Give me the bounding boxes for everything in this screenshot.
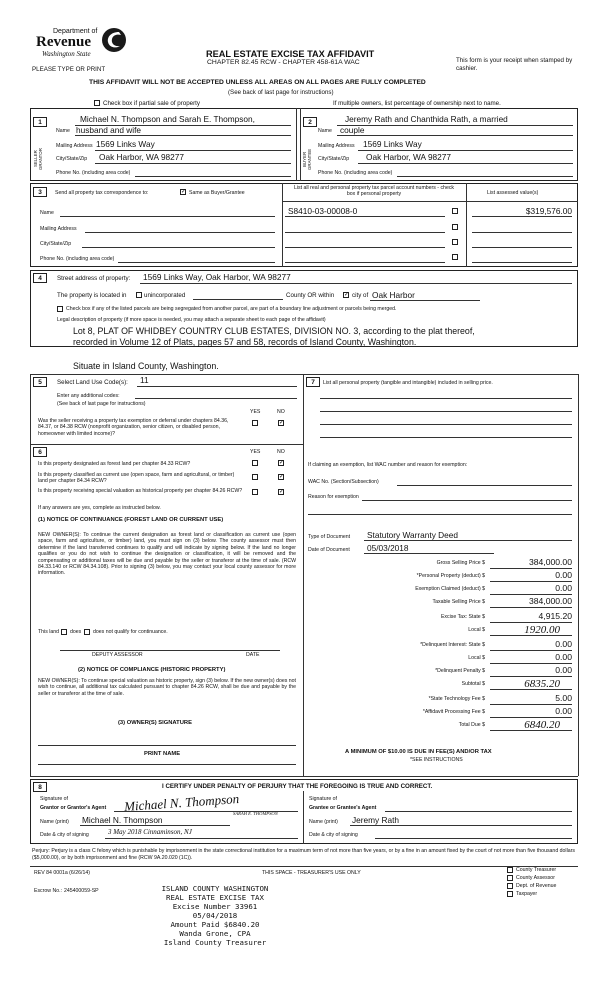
tax-row-value[interactable]: 6840.20 <box>524 719 560 731</box>
copy-label: County Treasurer <box>516 867 557 873</box>
section-3-number: 3 <box>33 187 47 197</box>
buyer-name-label: Name <box>318 128 332 134</box>
copy-label: Dept. of Revenue <box>516 883 557 889</box>
grantor-sig-of: Signature of <box>40 796 68 802</box>
section-7-number: 7 <box>306 377 320 387</box>
additional-codes-label: Enter any additional codes: <box>57 393 120 399</box>
notice-2-body: NEW OWNER(S): To continue special valuation as historic property, sign (3) below. If the new owner(s) does not wish to continue, all additional tax calculated pursuant to chapter 84.26 RCW, shall be due and payable by the seller or transferor at the time of sale. <box>38 678 296 697</box>
parcel-personal-checkbox-2[interactable] <box>452 224 458 230</box>
parcel-header: List all real and personal property tax parcel account numbers - check box if personal property <box>293 185 455 198</box>
parcel-personal-checkbox-3[interactable] <box>452 239 458 245</box>
grantee-agent-label: Grantee or Grantee's Agent <box>309 805 377 811</box>
forest-yes-checkbox[interactable] <box>252 460 258 466</box>
tax-row-label: Local $ <box>468 655 485 661</box>
seller-name-line1: Michael N. Thompson and Sarah E. Thompson, <box>80 114 255 124</box>
section-6-number: 6 <box>33 447 47 457</box>
unincorporated-checkbox[interactable] <box>136 292 142 298</box>
notice-1-body: NEW OWNER(S): To continue the current designation as forest land or classification as current use (open space, farm and agriculture, or timber) land, you must sign on (3) below. The county assessor must then determine if the land transferred continues to qualify and will indicate by signing below. If the land no longer qualifies or you do not wish to continue the designation or classification, it will be removed and the compensating or additional taxes will be due and payable by the seller or transferor at the time of sale. (RCW 84.33.140 or RCW 84.34.108). Prior to signing (3) below, you may contact your local county assessor for more information. <box>38 532 296 577</box>
legal-description-line1: Lot 8, PLAT OF WHIDBEY COUNTRY CLUB ESTATES, DIVISION NO. 3, according to the plat thereof, <box>73 326 475 336</box>
tax-row-underline <box>490 730 572 731</box>
property-city[interactable]: Oak Harbor <box>372 290 415 300</box>
tax-row-label: Local $ <box>468 627 485 633</box>
tax-row-underline <box>490 717 572 718</box>
street-address-label: Street address of property: <box>57 275 131 282</box>
tax-row-underline <box>490 594 572 595</box>
segregated-checkbox[interactable] <box>57 306 63 312</box>
section-5-number: 5 <box>33 377 47 387</box>
sec6-yes-header: YES <box>250 449 261 455</box>
tax-row-value[interactable]: 0.00 <box>555 665 572 675</box>
grantee-name[interactable]: Jeremy Rath <box>352 815 400 825</box>
sec3-mailing-label: Mailing Address <box>40 226 77 232</box>
grantor-date-city-label: Date & city of signing <box>40 832 89 838</box>
grantor-name[interactable]: Michael N. Thompson <box>82 815 163 825</box>
located-in-label: The property is located in <box>57 292 127 299</box>
sec3-city-label: City/State/Zip <box>40 241 72 247</box>
buyer-mailing-label: Mailing Address <box>318 143 355 149</box>
buyer-mailing[interactable]: 1569 Links Way <box>363 139 422 149</box>
buyer-city-label: City/State/Zip <box>318 156 350 162</box>
grantee-sig-of: Signature of <box>309 796 337 802</box>
tax-row-label: *Delinquent Interest: State $ <box>420 642 485 648</box>
parcel-personal-checkbox-1[interactable] <box>452 208 458 214</box>
forest-land-question: Is this property designated as forest land per chapter 84.33 RCW? <box>38 461 191 467</box>
tax-row-label: *Personal Property (deduct) $ <box>416 573 485 579</box>
stamp-line: Island County Treasurer <box>163 938 267 947</box>
tax-row-value[interactable]: 0.00 <box>555 639 572 649</box>
seller-city-label: City/State/Zip <box>56 156 88 162</box>
land-does-checkbox[interactable] <box>61 629 67 635</box>
tax-row-label: Total Due $ <box>458 722 485 728</box>
send-correspondence-label: Send all property tax correspondence to: <box>55 190 149 196</box>
tax-row-value[interactable]: 6835.20 <box>524 678 560 690</box>
seller-name-line2: husband and wife <box>76 125 142 135</box>
partial-sale-checkbox[interactable] <box>94 100 100 106</box>
wac-label: WAC No. (Section/Subsection) <box>308 479 379 485</box>
doc-date-label: Date of Document <box>308 547 350 553</box>
exemption-yes-checkbox[interactable] <box>252 420 258 426</box>
seller-name-label: Name <box>56 128 70 134</box>
section-1-number: 1 <box>33 117 47 127</box>
treasurer-use-label: THIS SPACE - TREASURER'S USE ONLY <box>262 870 361 876</box>
personal-property-label: List all personal property (tangible and intangible) included in selling price. <box>323 380 493 386</box>
doc-type-label: Type of Document <box>308 534 351 540</box>
seller-mailing-label: Mailing Address <box>56 143 93 149</box>
land-does-label: does <box>70 629 82 635</box>
same-as-buyer-checkbox[interactable]: ✓ <box>181 189 187 195</box>
deputy-date-label: DATE <box>246 652 260 658</box>
tax-row-value[interactable]: 384,000.00 <box>528 596 572 606</box>
legal-description-label: Legal description of property (if more space is needed, you may attach a separate sheet to each page of the affidavit) <box>57 317 326 323</box>
tax-row-value[interactable]: 5.00 <box>555 693 572 703</box>
tax-row-label: Exemption Claimed (deduct) $ <box>415 586 485 592</box>
legal-description-line3: Situate in Island County, Washington. <box>73 361 219 371</box>
tax-row-label: Subtotal $ <box>461 681 485 687</box>
grantor-signature-note: SARAH E. THOMPSON <box>233 811 278 816</box>
multiple-owners-note: If multiple owners, list percentage of ownership next to name. <box>333 100 501 107</box>
land-does-not-label: does not qualify for continuance. <box>93 629 168 635</box>
property-street-address[interactable]: 1569 Links Way, Oak Harbor, WA 98277 <box>143 272 291 282</box>
tax-row-label: Taxable Selling Price $ <box>432 599 485 605</box>
copy-checkbox[interactable] <box>507 883 513 889</box>
deputy-assessor-label: DEPUTY ASSESSOR <box>92 652 143 658</box>
tax-row-underline <box>490 689 572 690</box>
tax-row-label: *Affidavit Processing Fee $ <box>422 709 485 715</box>
exemption-claim-label: If claiming an exemption, list WAC number and reason for exemption: <box>308 462 468 468</box>
perjury-note: Perjury: Perjury is a class C felony which is punishable by imprisonment in the state correctional institution for a maximum term of not more than five years, or by a fine in an amount fixed by the court of not more than five thousand dollars ($5,000.00), or by both imprisonment and fine (RCW 9A.20.020 (1C)). <box>32 848 575 861</box>
tax-row-label: *State Technology Fee $ <box>428 696 485 702</box>
tax-row-underline <box>490 581 572 582</box>
historic-no-checkbox[interactable]: ✓ <box>279 489 285 495</box>
grantor-agent-label: Grantor or Grantor's Agent <box>40 805 107 811</box>
buyer-side-label: BUYER GRANTEE <box>302 148 312 170</box>
form-title: REAL ESTATE EXCISE TAX AFFIDAVIT <box>206 49 375 59</box>
notice-2-title: (2) NOTICE OF COMPLIANCE (HISTORIC PROPERTY) <box>78 667 226 673</box>
section-8-number: 8 <box>33 782 47 792</box>
forest-no-checkbox[interactable]: ✓ <box>279 460 285 466</box>
escrow-number: 245400059-SP <box>64 888 99 894</box>
tax-row-value[interactable]: 4,915.20 <box>538 611 572 621</box>
if-yes-note: If any answers are yes, complete as instructed below. <box>38 505 161 511</box>
certify-statement: I CERTIFY UNDER PENALTY OF PERJURY THAT THE FOREGOING IS TRUE AND CORRECT. <box>162 783 433 790</box>
doc-type[interactable]: Statutory Warranty Deed <box>367 530 458 540</box>
grantee-date-city-label: Date & city of signing <box>309 832 358 838</box>
sec5-see-back: (See back of last page for instructions) <box>57 401 146 407</box>
assessed-value[interactable]: $319,576.00 <box>525 206 572 216</box>
doc-date[interactable]: 05/03/2018 <box>367 543 409 553</box>
exemption-no-checkbox[interactable]: ✓ <box>279 420 285 426</box>
copy-checkbox[interactable] <box>507 867 513 873</box>
stamp-line: ISLAND COUNTY WASHINGTON <box>161 884 269 893</box>
current-use-yes-checkbox[interactable] <box>252 474 258 480</box>
tax-row-value[interactable]: 0.00 <box>555 706 572 716</box>
tax-row-value[interactable]: 0.00 <box>555 570 572 580</box>
form-chapter: CHAPTER 82.45 RCW - CHAPTER 458-61A WAC <box>207 59 360 66</box>
buyer-city[interactable]: Oak Harbor, WA 98277 <box>366 152 452 162</box>
parcel-number[interactable]: S8410-03-00008-0 <box>288 206 358 216</box>
tax-row-underline <box>490 635 572 636</box>
see-back-text: (See back of last page for instructions) <box>228 89 334 96</box>
grantee-name-label: Name (print) <box>309 819 338 825</box>
sec3-phone-label: Phone No. (including area code) <box>40 256 115 262</box>
this-land-label: This land <box>38 629 60 635</box>
stamp-line: Amount Paid $6840.20 <box>170 920 260 929</box>
owner-signature-label: (3) OWNER(S) SIGNATURE <box>118 720 192 726</box>
partial-sale-label: Check box if partial sale of property <box>103 100 200 107</box>
tax-row-label: Gross Selling Price $ <box>436 560 485 566</box>
tax-row-value[interactable]: 1920.00 <box>524 624 560 636</box>
tax-row-underline <box>490 622 572 623</box>
stamp-line: REAL ESTATE EXCISE TAX <box>166 893 264 902</box>
see-instructions-note: *SEE INSTRUCTIONS <box>410 757 463 763</box>
buyer-name-line1: Jeremy Rath and Chanthida Rath, a married <box>345 114 508 124</box>
form-warning: THIS AFFIDAVIT WILL NOT BE ACCEPTED UNLESS ALL AREAS ON ALL PAGES ARE FULLY COMPLETED <box>89 79 426 86</box>
historic-yes-checkbox[interactable] <box>252 489 258 495</box>
grantor-signature[interactable]: Michael N. Thompson <box>123 791 240 814</box>
minimum-due-note: A MINIMUM OF $10.00 IS DUE IN FEE(S) AND/OR TAX <box>345 749 492 755</box>
tax-row-underline <box>490 676 572 677</box>
logo-dept-text: Department of <box>53 28 98 35</box>
copy-label: Taxpayer <box>516 891 538 897</box>
land-does-not-checkbox[interactable] <box>84 629 90 635</box>
logo-mark-icon <box>100 26 128 54</box>
sec5-no-header: NO <box>277 409 285 415</box>
tax-row-underline <box>490 663 572 664</box>
grantor-name-label: Name (print) <box>40 819 69 825</box>
assessed-header: List assessed value(s) <box>487 190 539 196</box>
copy-label: County Assessor <box>516 875 555 881</box>
current-use-question: Is this property classified as current use (open space, farm and agricultural, or timber) land per chapter 84.34 RCW? <box>38 472 235 485</box>
land-use-label: Select Land Use Code(s): <box>57 379 128 386</box>
exemption-question: Was the seller receiving a property tax exemption or deferral under chapters 84.36, 84.37, or 84.38 RCW (nonprofit organization, senior citizen, or disabled person, homeowner with limited income)? <box>38 418 229 437</box>
land-use-code[interactable]: 11 <box>140 375 149 385</box>
buyer-phone-label: Phone No. (including area code) <box>318 170 393 176</box>
copy-checkbox[interactable] <box>507 891 513 897</box>
copy-checkbox[interactable] <box>507 875 513 881</box>
tax-row-value[interactable]: 384,000.00 <box>528 557 572 567</box>
legal-description-line2: recorded in Volume 12 of Plats, pages 57 and 58, records of Island County, Washington. <box>73 337 417 347</box>
county-or-within-label: County OR within <box>286 292 335 299</box>
section-2-number: 2 <box>303 117 317 127</box>
stamp-line: Wanda Grone, CPA <box>179 929 251 938</box>
tax-row-underline <box>490 704 572 705</box>
parcel-personal-checkbox-4[interactable] <box>452 254 458 260</box>
receipt-note: This form is your receipt when stamped by cashier. <box>456 57 573 72</box>
sec5-yes-header: YES <box>250 409 261 415</box>
unincorporated-label: unincorporated <box>144 292 186 299</box>
form-revision: REV 84 0001a (6/26/14) <box>34 870 90 876</box>
tax-row-label: Excise Tax: State $ <box>440 614 485 620</box>
stamp-line: 05/04/2018 <box>192 911 238 920</box>
tax-row-label: *Delinquent Penalty $ <box>435 668 485 674</box>
seller-phone-label: Phone No. (including area code) <box>56 170 131 176</box>
tax-row-value[interactable]: 0.00 <box>555 652 572 662</box>
seller-mailing[interactable]: 1569 Links Way <box>96 139 155 149</box>
tax-row-value[interactable]: 0.00 <box>555 583 572 593</box>
same-as-buyer-label: Same as Buyer/Grantee <box>189 190 245 196</box>
section-4-number: 4 <box>33 273 47 283</box>
seller-city[interactable]: Oak Harbor, WA 98277 <box>99 152 185 162</box>
sec3-name-label: Name <box>40 210 54 216</box>
city-of-label: city of <box>352 292 369 299</box>
buyer-name-line2: couple <box>340 125 365 135</box>
notice-1-title: (1) NOTICE OF CONTINUANCE (FOREST LAND OR CURRENT USE) <box>38 517 224 523</box>
dor-logo <box>30 22 140 64</box>
seller-side-label: SELLER GRANTOR <box>33 148 43 170</box>
current-use-no-checkbox[interactable]: ✓ <box>279 474 285 480</box>
grantor-date-city[interactable]: 3 May 2018 Cinnaminson, NJ <box>108 828 192 836</box>
logo-revenue-text: Revenue <box>36 34 91 50</box>
stamp-line: Excise Number 33961 <box>172 902 258 911</box>
historic-question: Is this property receiving special valuation as historical property per chapter 84.26 RCW? <box>38 488 243 494</box>
type-or-print-text: PLEASE TYPE OR PRINT <box>32 66 106 73</box>
tax-row-underline <box>490 607 572 608</box>
city-of-checkbox[interactable]: ✓ <box>344 292 350 298</box>
escrow-label: Escrow No.: <box>34 888 62 894</box>
sec6-no-header: NO <box>277 449 285 455</box>
logo-state-text: Washington State <box>42 50 91 58</box>
tax-row-underline <box>490 650 572 651</box>
print-name-label: PRINT NAME <box>144 751 181 757</box>
segregated-note: Check box if any of the listed parcels are being segregated from another parcel, are part of a boundary line adjustment or parcels being merged. <box>66 306 397 312</box>
reason-label: Reason for exemption <box>308 494 359 500</box>
tax-row-underline <box>490 568 572 569</box>
